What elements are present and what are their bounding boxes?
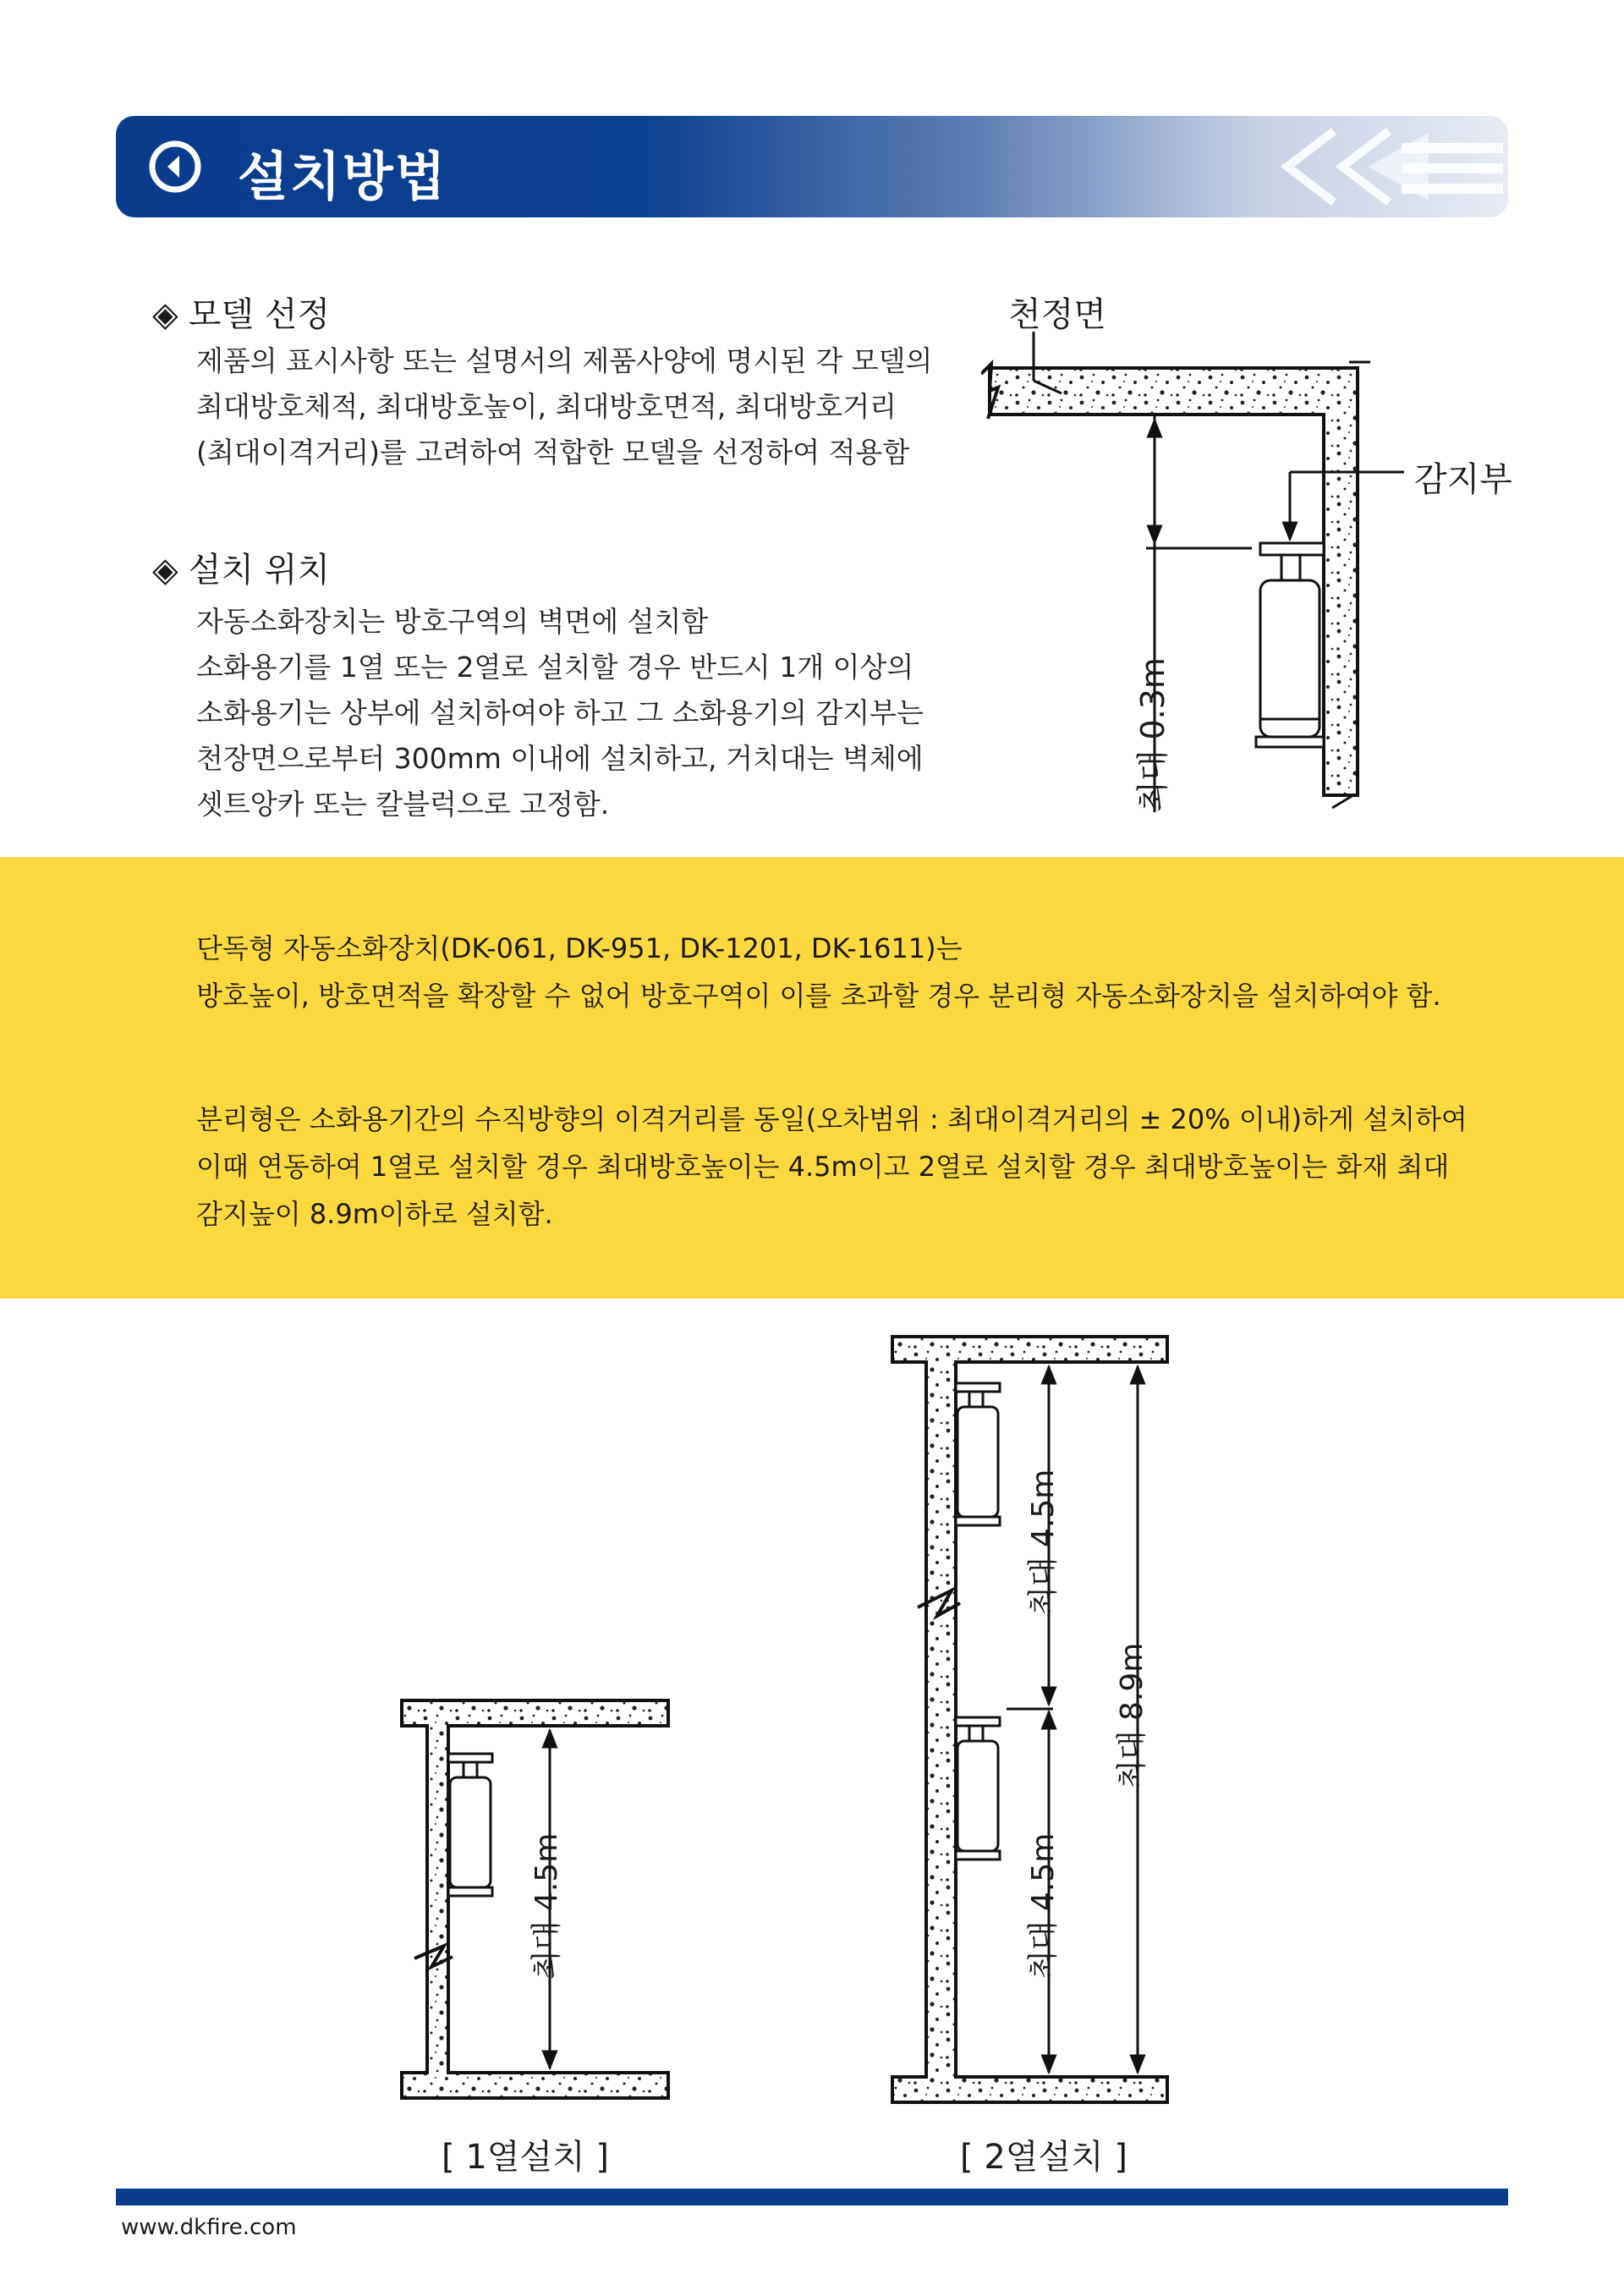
upper-extinguisher-icon xyxy=(956,1383,1000,1525)
top-install-diagram xyxy=(981,321,1429,821)
footer-url[interactable]: www.dkfire.com xyxy=(121,2215,297,2240)
arrow-decoration-icon xyxy=(1207,116,1508,217)
extinguisher-icon xyxy=(1256,543,1324,747)
notice-block-1: 단독형 자동소화장치(DK-061, DK-951, DK-1201, DK-1611)는 방호높이, 방호면적을 확장할 수 없어 방호구역이 이를 초과할 경우 분리형 자동소화장치을 설치하여야 함. xyxy=(196,932,1441,1012)
total-dimension-label: 최대 8.9m xyxy=(1115,1642,1149,1789)
notice-block-2: 분리형은 소화용기간의 수직방향의 이격거리를 동일(오차범위 : 최대이격거리의 ± 20% 이내)하게 설치하여 이때 연동하여 1열로 설치할 경우 최대방호높이는 4.5m이고 2열로 설치할 경우 최대방호높이는 화재 최대 감지높이 8.9m이하로 설치함. xyxy=(196,1103,1468,1230)
ceiling-label: 천정면 xyxy=(1008,295,1106,334)
extinguisher-icon xyxy=(448,1754,492,1896)
model-selection-title: ◈ 모델 선정 xyxy=(152,295,331,334)
page-title: 설치방법 xyxy=(238,146,447,207)
diamond-bullet-icon: ◈ xyxy=(152,295,178,334)
install-position-text: 자동소화장치는 방호구역의 벽면에 설치함 소화용기를 1열 또는 2열로 설치할 경우 반드시 1개 이상의 소화용기는 상부에 설치하여야 하고 그 소화용기의 감지부는 천장면으로부터 300mm 이내에 설치하고, 거치대는 벽체에 셋트앙카 또는 칼블럭으로 고정함. xyxy=(196,605,924,821)
top-dimension-label: 최대 0.3m xyxy=(1134,657,1171,812)
header-banner xyxy=(116,116,1508,217)
double-row-caption: [ 2열설치 ] xyxy=(960,2138,1128,2177)
model-selection-text: 제품의 표시사항 또는 설명서의 제품사양에 명시된 각 모델의 최대방호체적, 최대방호높이, 최대방호면적, 최대방호거리 (최대이격거리)를 고려하여 적합한 모델을 선정하여 적용함 xyxy=(196,344,933,469)
install-position-title: ◈ 설치 위치 xyxy=(152,551,331,590)
circle-arrow-icon xyxy=(148,140,202,194)
lower-dimension-label: 최대 4.5m xyxy=(1026,1832,1061,1980)
diamond-bullet-icon: ◈ xyxy=(152,551,178,590)
lower-extinguisher-icon xyxy=(956,1717,1000,1859)
single-row-caption: [ 1열설치 ] xyxy=(442,2138,610,2177)
footer-bar xyxy=(116,2189,1508,2205)
single-dimension-label: 최대 4.5m xyxy=(529,1832,564,1980)
upper-dimension-label: 최대 4.5m xyxy=(1026,1469,1061,1616)
sensor-label: 감지부 xyxy=(1414,460,1512,499)
notice-panel xyxy=(0,857,1624,1299)
